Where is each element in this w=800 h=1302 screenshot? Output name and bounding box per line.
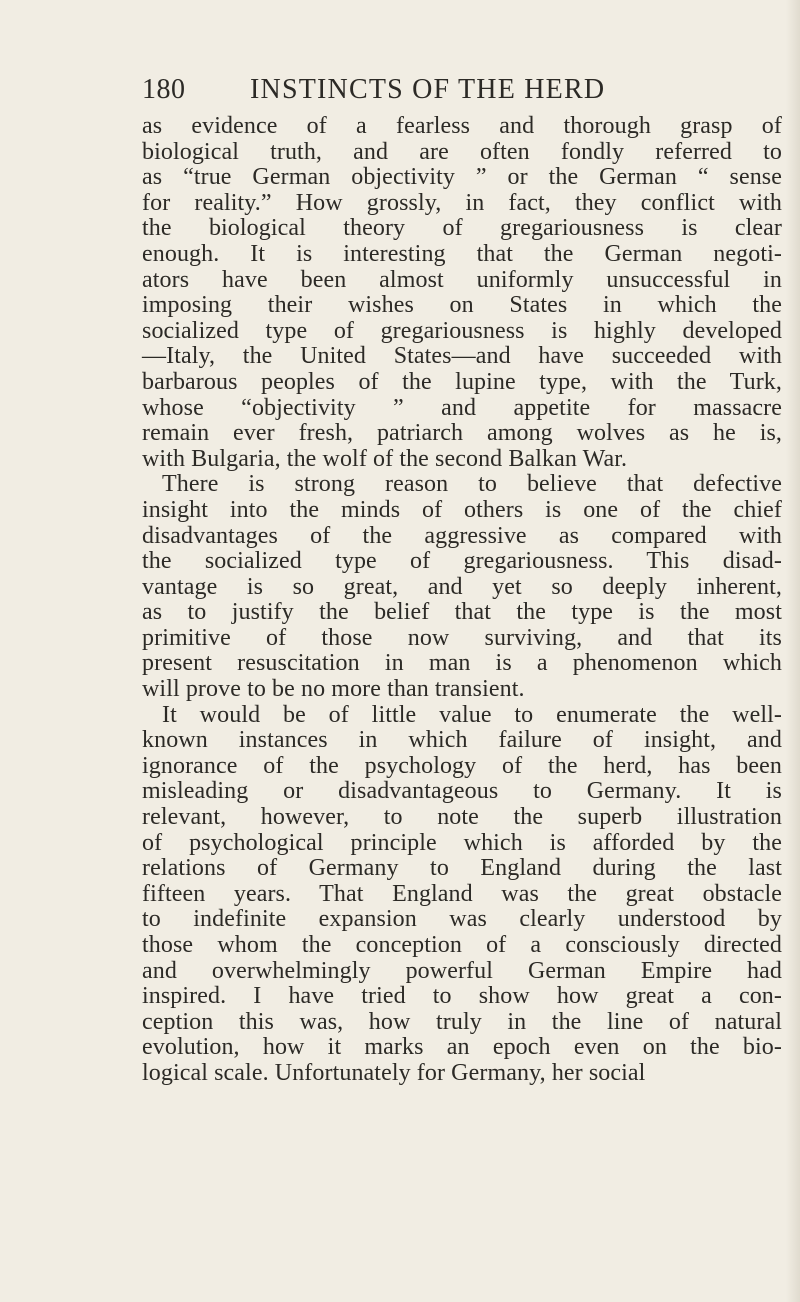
text-line: ception this was, how truly in the line of natural: [142, 1008, 782, 1035]
text-line: will prove to be no more than transient.: [142, 676, 525, 703]
text-line: barbarous peoples of the lupine type, with the Turk,: [142, 368, 782, 395]
text-line: to indefinite expansion was clearly understood by: [142, 906, 782, 933]
text-line: relations of Germany to England during the last: [142, 855, 782, 882]
running-title: INSTINCTS OF THE HERD: [250, 74, 606, 105]
text-line: logical scale. Unfortunately for Germany, her social: [142, 1059, 646, 1086]
text-line: with Bulgaria, the wolf of the second Balkan War.: [142, 445, 628, 472]
text-line: enough. It is interesting that the German negoti-: [142, 240, 782, 267]
text-line: socialized type of gregariousness is highly developed: [142, 317, 782, 344]
text-line: the biological theory of gregariousness is clear: [142, 215, 782, 242]
text-line: biological truth, and are often fondly referred to: [142, 138, 782, 165]
text-line: ignorance of the psychology of the herd, has been: [142, 752, 782, 779]
text-line: as “true German objectivity ” or the German “ sense: [142, 164, 782, 191]
text-line: primitive of those now surviving, and that its: [142, 624, 782, 651]
text-line: —Italy, the United States—and have succeeded with: [142, 343, 782, 370]
text-line: evolution, how it marks an epoch even on the bio-: [142, 1034, 782, 1061]
page-number: 180: [142, 74, 186, 105]
text-line: known instances in which failure of insight, and: [142, 727, 782, 754]
text-line: for reality.” How grossly, in fact, they conflict with: [142, 189, 782, 216]
body-text: [142, 114, 782, 1087]
text-line: those whom the conception of a consciously directed: [142, 932, 782, 958]
text-line: of psychological principle which is afforded by the: [142, 829, 782, 856]
text-line: as to justify the belief that the type is the most: [142, 599, 782, 626]
text-line: insight into the minds of others is one of the chief: [142, 496, 782, 523]
text-line: fifteen years. That England was the great obstacle: [142, 880, 782, 907]
text-line: disadvantages of the aggressive as compared with: [142, 522, 782, 549]
text-line: It would be of little value to enumerate the well-: [162, 701, 782, 728]
page-edge-shadow: [786, 0, 800, 1302]
text-line: present resuscitation in man is a phenomenon which: [142, 650, 782, 677]
text-line: imposing their wishes on States in which the: [142, 292, 782, 319]
text-line: vantage is so great, and yet so deeply inherent,: [142, 573, 782, 600]
text-line: the socialized type of gregariousness. This disad-: [142, 548, 782, 575]
text-line: whose “objectivity ” and appetite for massacre: [142, 394, 782, 421]
text-line: as evidence of a fearless and thorough grasp of: [142, 113, 782, 139]
text-line: inspired. I have tried to show how great a con-: [142, 983, 782, 1010]
text-line: ators have been almost uniformly unsuccessful in: [142, 266, 782, 293]
text-line: and overwhelmingly powerful German Empire had: [142, 957, 782, 984]
text-line: remain ever fresh, patriarch among wolves as he is,: [142, 420, 782, 447]
text-line: relevant, however, to note the superb illustration: [142, 804, 782, 831]
text-line: misleading or disadvantageous to Germany. It is: [142, 778, 782, 805]
text-line: There is strong reason to believe that defective: [162, 471, 782, 498]
